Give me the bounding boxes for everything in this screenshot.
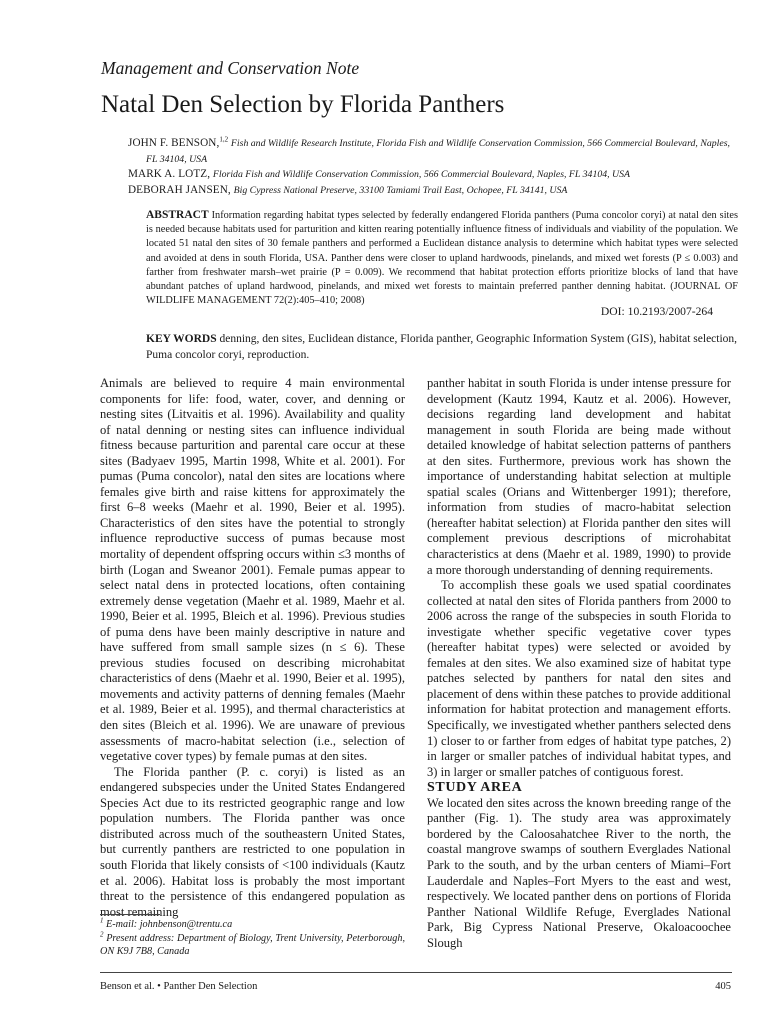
author-affiliation: Florida Fish and Wildlife Conservation Commission, 566 Commercial Boulevard, Naples, FL 34104, USA	[212, 169, 630, 180]
footnote-text: Present address: Department of Biology, Trent University, Peterborough, ON K9J 7B8, Canada	[100, 932, 405, 957]
body-paragraph: The Florida panther (P. c. coryi) is listed as an endangered subspecies under the United States Endangered Species Act due to its restricted geographic range and low population numbers. The Florida panther was once distributed across much of the southeastern United States, but currently panthers are restricted to one population in south Florida that likely consists of <100 individuals (Kautz et al. 2006). Habitat loss is probably the most important threat to the persistence of this endangered population as most remaining	[100, 764, 405, 919]
body-paragraph: Animals are believed to require 4 main environmental components for life: food, water, cover, and denning or nesting sites (Litvaitis et al. 1996). Availability and quality of natal denning or nesting sites can influence individual fitness because parturition and parental care occur at these sites (Badyaev 1995, Martin 1998, White et al. 2001). For pumas (Puma concolor), natal den sites are locations where females give birth and raise kittens for approximately the first 6–8 weeks (Maehr et al. 1990, Beier et al. 1995). Characteristics of den sites have the potential to strongly influence reproductive success of pumas because most mortality of dependent offspring occurs within ≤3 months of birth (Logan and Sweanor 2001). Female pumas appear to select natal dens in protected locations, often containing extremely dense vegetation (Maehr et al. 1989, Maehr et al. 1990, Beier et al. 1995, Bleich et al. 1996). Previous studies of puma dens have been mainly descriptive in nature and have suffered from small sample sizes (n ≤ 6). These previous studies focused on describing microhabitat characteristics of dens (Maehr et al. 1990, Beier et al. 1995), movements and activity patterns of denning females (Maehr et al. 1989, Beier et al. 1995), and thermal characteristics at den sites (Bleich et al. 1996). We are unaware of previous assessments of macro-habitat selection (i.e., selection of vegetative cover types) by female pumas at den sites.	[100, 376, 405, 764]
author-entry	[128, 183, 736, 199]
body-paragraph: We located den sites across the known breeding range of the panther (Fig. 1). The study area was approximately bordered by the Caloosahatchee River to the north, the coastal mangrove swamps of southern Everglades National Park to the south, and by the urban centers of Miami–Fort Lauderdale and Naples–Fort Myers to the east and west, respectively. We located panther dens on portions of Florida Panther National Wildlife Refuge, Everglades National Park, Big Cypress National Preserve, Okaloacoochee Slough	[427, 795, 731, 950]
author-block	[128, 136, 736, 198]
footnote	[100, 932, 405, 959]
page-number: 405	[715, 981, 731, 992]
article-title: Natal Den Selection by Florida Panthers	[101, 91, 505, 118]
keywords-heading: KEY WORDS	[146, 333, 217, 345]
body-paragraph: To accomplish these goals we used spatial coordinates collected at natal den sites of Florida panthers from 2000 to 2006 across the range of the subspecies in south Florida to investigate whether specific vegetative cover types (hereafter habitat types) were selected or avoided by females at den sites. We also examined size of habitat type patches selected by panthers for natal den sites and placement of dens within these patches to provide additional information for habitat protection and management efforts. Specifically, we investigated whether panthers selected dens 1) closer to or farther from edges of habitat type patches, 2) in larger or smaller patches of individual habitat types, and 3) in larger or smaller patches of contiguous forest.	[427, 578, 731, 779]
keywords-text: denning, den sites, Euclidean distance, Florida panther, Geographic Information System (GIS), habitat selection, Puma concolor coryi, reproduction.	[146, 333, 738, 361]
footnote-divider	[100, 914, 160, 915]
author-entry	[128, 167, 736, 183]
footnote-mark: 1	[100, 916, 104, 925]
author-name: JOHN F. BENSON,	[128, 137, 220, 149]
author-name: MARK A. LOTZ,	[128, 168, 211, 180]
section-label: Management and Conservation Note	[101, 58, 360, 78]
footnotes	[100, 918, 405, 959]
keywords	[146, 332, 738, 363]
body-column-left	[100, 376, 405, 920]
abstract-heading: ABSTRACT	[146, 209, 209, 221]
body-column-right	[427, 376, 731, 951]
author-affiliation: Big Cypress National Preserve, 33100 Tamiami Trail East, Ochopee, FL 34141, USA	[233, 184, 568, 196]
author-footnote-mark: 1,2	[219, 135, 229, 144]
footnote	[100, 918, 405, 932]
footnote-mark: 2	[100, 930, 104, 939]
doi-link[interactable]: DOI: 10.2193/2007-264	[600, 305, 713, 318]
footer-divider	[100, 972, 732, 973]
abstract-text: Information regarding habitat types selected by federally endangered Florida panthers (Puma concolor coryi) at natal den sites is needed because habitats used for parturition and kitten rearing potentially influence fitness of individuals and viability of the population. We located 51 natal den sites of 30 female panthers and performed a Euclidean distance analysis to determine which habitat types were selected and avoided at dens in south Florida, USA. Panther dens were closer to upland hardwoods, pinelands, and mixed wet forests (P ≤ 0.003) and farther from freshwater marsh–wet prairie (P = 0.009). We recommend that habitat protection efforts prioritize blocks of land that have abundant patches of upland hardwood, pinelands, and mixed wet forests to maintain preferred panther denning habitat. (JOURNAL OF WILDLIFE MANAGEMENT 72(2):405–410; 2008)	[146, 210, 738, 307]
author-entry	[128, 136, 736, 167]
body-paragraph: panther habitat in south Florida is under intense pressure for development (Kautz 1994, Kautz et al. 2006). However, decisions regarding land development and habitat management in south Florida are being made without detailed knowledge of habitat selection patterns of panthers at den sites. Furthermore, previous work has shown the importance of understanding habitat selection at multiple spatial scales (Orians and Wittenberger 1991); therefore, information from studies of macro-habitat selection (hereafter habitat selection) at Florida panther den sites will complement previous descriptions of microhabitat characteristics at dens (Maehr et al. 1989, 1990) to provide a more thorough understanding of denning requirements.	[427, 376, 731, 577]
author-affiliation: Fish and Wildlife Research Institute, Florida Fish and Wildlife Conservation Commission, 566 Commercial Boulevard, Naples, FL 34104, USA	[146, 138, 730, 165]
author-name: DEBORAH JANSEN,	[128, 183, 231, 196]
section-heading-study-area: STUDY AREA	[427, 780, 523, 796]
abstract	[146, 208, 738, 308]
footnote-text: E-mail: johnbenson@trentu.ca	[106, 919, 233, 930]
running-footer: Benson et al. • Panther Den Selection	[100, 981, 258, 992]
